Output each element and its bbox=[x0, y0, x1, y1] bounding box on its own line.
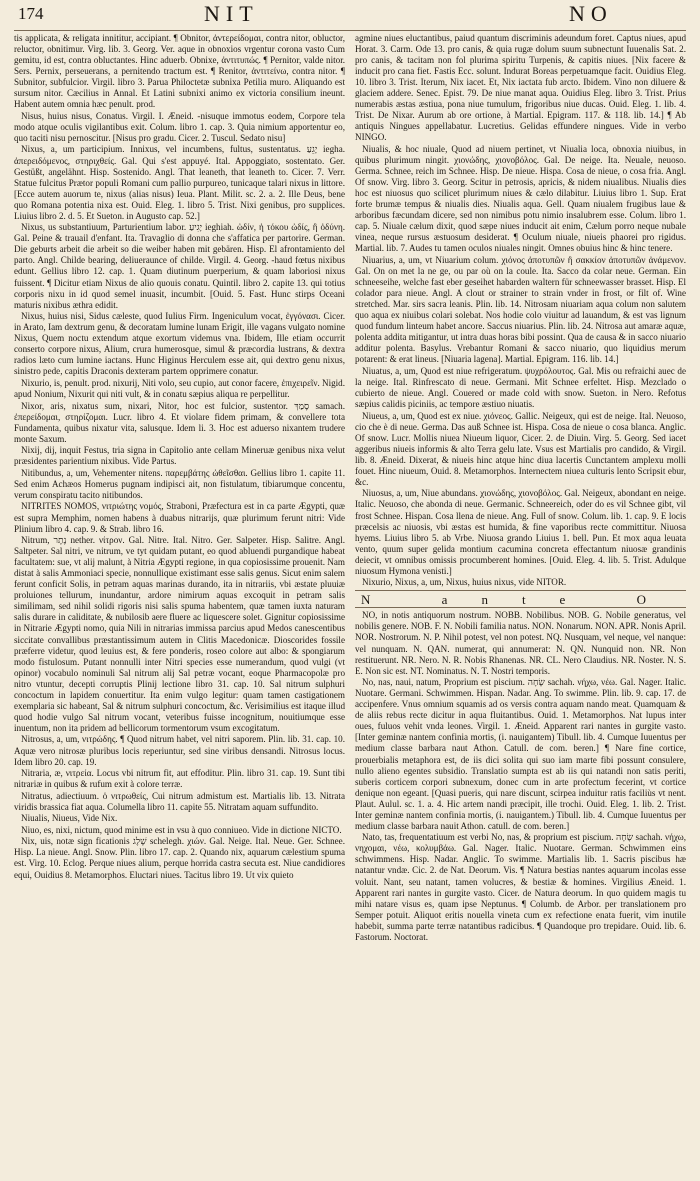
dictionary-entry: Niuatus, a, um, Quod est niue refrigeratum. ψυχρόλουτος. Gal. Mis ou refraichi auec de la neige. Ital. Rinfrescato di neue. Germani. Mit Schnee erfeltet. Hisp. Mezclado o cubierto de nieue. Angl. Couered or made cold with snow. Sueton. in Nero. Refotus sæpius calidis piciniis, ac tempore æstiuo niuatis. bbox=[355, 365, 686, 410]
dictionary-entry: Niuosus, a, um, Niue abundans. χιονώδης, χιονοβόλος. Gal. Neigeux, abondant en neige. Italic. Neuoso, che abonda di neue. Germanic. Schneereich, oder do es vil Schnee gibt, vil frost Schnee. Hispan. Cosa llena de nieue. Ang. Full of snow. Colum. lib. 1. cap. 9. E locis præcelsis ac niuosis, vbi æstas est humida, & fine vaporibus recte committitur. Niuosa hyems. Liuius libro 5. ab Vrbe. Niuosa grando Liuius 1. bell. Pun. Et mox aqua leuata vento, quum super gelida montium cacumina concreta effectantum niuosæ grandinis deiecit, vt omnibus omissis procumberent homines. [Ouid. Eleg. 4. lib. 5. Trist. Adulque niuosum Hymona venisti.] bbox=[355, 488, 686, 576]
dictionary-entry: Nixurio, Nixus, a, um, Nixus, huius nixus, vide NITOR. bbox=[362, 577, 567, 588]
dictionary-entry: NITRITES NOMOS, νιτριώτης νομός, Straboni, Præfectura est in ca parte Ægypti, quæ est supra Memphim, nomen habens à duabus nitrarijs, quæ plurimum ferunt nitri: Vide Plinium libro 4. cap. 9. & Strab. libro 16. bbox=[14, 501, 345, 534]
section-divider-bottom bbox=[355, 607, 686, 608]
dictionary-entry: Nitibundus, a, um, Vehementer nitens. παρεμβάτης ὠθεῖσθαι. Gellius libro 1. capite 11. Sed enim Achæos Homerus pugnam indipisci ait, non fistulatum, tibiarumque concentu, verum conspiratu tacito nitibundos. bbox=[14, 467, 345, 500]
dictionary-entry: Nixus, us substantiuum, Parturientium labor. יָגִיעַ ieghiah. ὠδίν, ἡ τόκου ὠδίς, ἢ ὀδύνη. Gal. Peine & trauail d'enfant. Ita. Travaglio di donna che s'affatica per partorire. German. Die geburts arbeit die arbeit so die weiber haben mit gebären. Hisp. El afrontamiento del parto. Angl. Childe bearing, deliueraunce of childe. Virgil. 4. Georg. -haud fœtus nixibus edunt. Gellius libro 12. cap. 1. Quam diutinum puerperium, & quam laboriosi nixus fuissent. ¶ Dicitur etiam Nixus de alio quouis conatu. Quintil. libro 2. capite 13. qui totius corporis nixu in id quod semel inuasit, incumbit. [Ouid. 5. Fast. Hunc stirps Oceani maturis nixibus æthra edidit. bbox=[14, 222, 345, 310]
dictionary-entry: Nisus, huius nisus, Conatus. Virgil. I. Æneid. -nisuque immotus eodem, Corpore tela modo atque oculis vigilantibus exit. Colum. libro 1. cap. 3. Quia nimium apportentur eo, quo taciti nisu pernoscitur. [Nisus pro gradu. Cicer. 2. Tuscul. Sedato nisu] bbox=[14, 110, 345, 143]
dictionary-entry: NO, in notis antiquorum nostrum. NOBB. Nobilibus. NOB. G. Nobile generatus, vel nobilis genere. NOB. F. N. Nobili familia natus. NON. Nonarum. NON. APR. Nonis April. NOR. Nostrorum. N. P. Nihil potest, vel non potest. NQ. Nusquam, vel neque, vel nanque: vel nunquam. N. QAN. numerat, qui annumerat: N. QN. Nunquid non. NR. Non restituerunt. NR. Nero. N. R. Nobis Rhanenas. NR. CL. Nero Claudius. NR. Noster. N. S. E. Non sic est. NT. Nominatus. N. T. Nostri temporis. bbox=[355, 610, 686, 676]
page-number: 174 bbox=[18, 4, 44, 23]
dictionary-entry: Niualis, & hoc niuale, Quod ad niuem pertinet, vt Niualia loca, obnoxia niuibus, in quibus plurimum ningit. χιονώδης, χιονοβόλος. Gal. De neige. Ita. Neuale, neuoso. Germa. Schnee, reich im Schnee. Hisp. De nieue. Hispa. Cosa de nieue, o cosa fria. Angl. Of snow. Virg. libro 3. Georg. Scitur in petrosis, apricis, & nidem niualibus. Niualis dies hoc est niuosus quo scilicet plurimum niues & cælo dilabitur. Liuius libro 1. Sup. Erat forte brumæ tempus & niualis dies. Niualis aqua. Gell. Quam niualem frugibus laue & arboribus fæcundam dicere, sed non nimibus potu nimio insalubrem esse. Colum. libro 1. cap. 5. Niuale cælum dixit, quod sæpe niues inducit ait enim, Cælum porro neque nubale vinea, neque rursus æstuosum desiderat. ¶ Oculum niuale, niueis phaorei pro rigidus. Martial. lib. 7. Audes tu tamen oculos niuales ningit. Omnes obuius hinc & hinc tenere. bbox=[355, 143, 686, 254]
dictionary-entry: Nitraria, æ, νιτρεία. Locus vbi nitrum fit, aut effoditur. Plin. libro 31. cap. 19. Sunt tibi nitrariæ in quibus & rufum exit à colore terræ. bbox=[14, 768, 345, 790]
dictionary-entry: Nix, uis, notæ sign ficationis שֶׁלֶג schelegh. χιών. Gal. Neige. Ital. Neue. Ger. Schnee. Hisp. La nieue. Angl. Snow. Plin. libro 17. cap. 2. Quando nix, aquarum cælestium spuma est. Virg. 10. Eclog. Perque niues alium, perque horrida castra secuta est. Niue candidiores equi, Ouidius 8. Metamorphos. Eluctari niues. Tacitus libro 19. Ut vix quieto bbox=[14, 836, 345, 880]
dictionary-entry: Nitrosus, a, um, νιτρώδης. ¶ Quod nitrum habet, vel nitri saporem. Plin. lib. 31. cap. 10. Aquæ vero nitrosæ pluribus locis reperiuntur, sed sine viribus densandi. Nitrosus locus. Idem libro 20. cap. 19. bbox=[14, 734, 345, 767]
dictionary-entry: Nitrum, נֶתֶר nether. νίτρον. Gal. Nitre. Ital. Nitro. Ger. Salpeter. Hisp. Salitre. Angl. Saltpeter. Sal nitri, ve nitrum, ve tyt quidam putant, eo quod abluendi purgandique habeat facultatem: sue, vt alij malunt, à Nitria Ægypti regione, in qua copiosissime prouenit. Nam distat à salis Ammoniaci specie, nonnullique existimant esse salis genus. Sicut enim salem ferunt conficit Solis, in petram aquas marinas durando, ita in nitrariis, vbi æstate pluuiæ proluiones tellurum, inundantur, ardore nimirum aquas excoquit in petram salis similimam, sed nihil solidi rigoris nisi salis spuma habentem, quæ tamen iuxta naturam salis durare in caliditate, & nubilosib aere fluere ac liquescere solet. Gignitur copiosissime in Nitrarie Ægypti nomo, quia Nili in nitrarias immissa parcius apud Medos canescentibus siccitate convallibus præstantissimum autem in Clitis Macedonicæ. Dioscorides fossile præferre videtur, quod leuius est, & fere ponderis, roseo colore aut albo: & spongiarum modo fistulosum. Putant nonnulli inter Nitri species esse numerandum, quod vulgi (vt opinor) vocabulo nominuli Sal nitrum alij Sal petræ vocant, eoque Pharmacopolæ pro nitro vtuntur, decepti corruptis Plinij lectione libro 31. cap. 10. Sal nitrum sulphuri concoctum in lapidem conuertitur. Ita enim vulgo legitur: quam tamen castigationem exemplaria sic habeant, Sal & nitrum sulphuri concoctum, &c. Verisimilius est itaque illud quod hodie vulgo Sal nitrum vocant, veteribus fuisse incognitum, nouitiumque esse inuentum, non ita pridem ad bellicorum tormentorum vsum excogitatum. bbox=[14, 535, 345, 733]
running-head-right: NO bbox=[569, 1, 613, 26]
dictionary-entry: No, nas, naui, natum, Proprium est piscium. שָׂחָה sachah. νήχω, νέω. Gal. Nager. Italic. Nuotare. Germani. Schwimmen. Hispan. Nadar. Ang. To swimme. Plin. lib. 9. cap. 17. de accipenfere. Vnus omnium squamis ad os versis contra aquam nando meat. Quamquam & de aliis rebus recte dicitur in aqua fluitantibus. Ouid. 1. Metamorphos. Nat lupus inter oues, fuluos vehit vnda leones. Virgil. 1. Æneid. Apparent rari nantes in gurgite vasto. [Inter geminæ nantem confinia mortis, (i. nauigantem) Tibull. lib. 4. Cumque Iuuentus per medium classe barbara naut Athon. Catull. de com. beren.] ¶ Nare fine cortice, prouerbialis metaphora est, de iis dici solita qui suo iam marte fibi possunt consulere, nullo alieno egentes subsidio. Translatio sumpta est ab iis qui natandi non satis periti, suberis corticem corpori subnexum, donec cum in arte profectum fecerint, vt cortice denique non egeant. [Quasi pueris, qui nare discunt, scirpea induitur ratis faciliùs vt nent. Plaut. Aulul. sc. 1. a. 4. Hic artem nandi præcipit, ille trochi. Ouid. Eleg. 1. lib. 2. Trist. Inter geminæ nantem confinia mortis, (i. nauigantem.) Tibull. lib. 4. Cumque Iuuentus per medium classe barbara nauit Athon. catull. de com. beren.] bbox=[355, 677, 686, 831]
right-column-entries-no bbox=[355, 610, 686, 942]
dictionary-entry: agmine niues eluctantibus, paiud quantum discriminis adeundum foret. Captus niues, apud Horat. 3. Carm. Ode 13. pro canis, & quia rugæ dolum suum subnectunt Iuuenalis Sat. 2. pro canis, & tacitam non fol plurima spiritu Turpenis, & capitis niues. [Nix facere & inducit pro cana fiet. Fastis Ecc. solunt. Indurat Boreas perpetuamque facit. Ouidius Eleg. 10. libro 3. Trist. Iterum, Nix iacet. Et, Nix iactata fub arcto. Ibidem. Vino non diluere & glaciem addere. Senec. Epist. 79. De niue manat aqua. Ouidius Eleg. libro 3. Trist. Prius numerabis æstas æstiua, pona niue tumulum, frigoribus niue ducas. Ouid. Eleg. 1. lib. 4. Trist. De Nixar. Aurum ab ore ortione, à Martial. Epigram. 117. & 118. lib. 14.] ¶ Ab antiquis Ningues appellabatur. Lucretius. Gelidas effundere ningues. Vide in verbo NINGO. bbox=[355, 33, 686, 143]
dictionary-entry: Nato, tas, frequentatiuum est verbi No, nas, & proprium est piscium. שָׂחָה sachah. νήχω, νηχομαι, νέω, κολυμβάω. Gal. Nager. Italic. Nuotare. German. Schwimmen eins schwimmens. Hisp. Nadar. Anglic. To swimme. Martialis lib. 1. Sacris piscibus hæ natantur vndæ. Cic. 2. de Nat. Deorum. Vis. ¶ Natura bestias nantes aquarum incolas esse voluit. Nant, seu natant, tamen volucres, & bestiæ & homines. Virgilius Æneid. 1. Apparent rari nantes in gurgite vasto. Cicer. de Natura deorum. In quo quidem magis tu mihi natare visus es, quam ipse Neptunus. ¶ Columb. de Arbor. per translationem pro Semper potuit. Aliquot eritis nouella vineta cum ex refectione enata fuerit, vim inutile habebit, summa parte terræ natantibus radicibus. ¶ Quandoque pro trepidare. Ouid. lib. 6. Fastorum. Noctorat. bbox=[355, 832, 686, 942]
dictionary-entry: Nixus, huius nisi, Sidus cæleste, quod Iulius Firm. Ingeniculum vocat, ἐγγόνασι. Cicer. in Arato, Iam dextrum genu, & decoratam lumine lunam Erigit, ille vagans vulgato nomine Nixus, Quem noctu extendum atque exortum videmus vna. Ibidem, Ille etiam occurrit conserto corpore nixus, Alium, crura humerosque, simul & præcordia lustrans, & dextra radios læto cum lumine iactans. Hunc Higinus Herculem esse ait, qui dextro genu nixus, sinistro pede, capitis Draconis dexteram partem opprimere conatur. bbox=[14, 311, 345, 377]
dictionary-entry: Niuarius, a, um, vt Niuarium colum. χιόνος ἀποτυπῶν ἢ σακκίον ἀποτυπῶν ἀνάμενον. Gal. On on met la ne ge, ou par où on la coule. Ita. Sacco da colar neue. German. Ein schneeseihe, welche fast eber geseihet habarden waltern für schneewasser brasset. Hisp. El colador para nieue. Angl. A clout or strainer to strain vnder in frost, or filt of. Wine stretched. Mar. sirs sacra leanis. Plin. lib. 14. Nitrosam niuariam aqua colum non salutem quo aqua ex niuibus colari solebat. Nos hodie colo viuitur ad lauandum, & est vas lignum quod fundum linteum habet ancore. Saccus niuarius. Plin. lib. 24. Nitrosa aut amaræ aquæ, polenta addita mitigantur, ut intra duas horas bibi possint. Qua de causa & in sacco niuario additur polenta. Basylus. Vrebantur Romani & sacco niuario, quo liquidius merum potarent: & erat lineus. [Niuaria lagena]. Martial. Epigram. 116. lib. 14.] bbox=[355, 254, 686, 365]
dictionary-entry: Nitratus, adiectiuum. ὁ νιτρωθείς, Cui nitrum admistum est. Martialis lib. 13. Nitrata viridis brassica fiat aqua. Columella libro 11. capite 55. Nitratam aquam suffundito. bbox=[14, 790, 345, 812]
section-heading: N ante O bbox=[361, 592, 680, 608]
left-column bbox=[14, 33, 345, 1179]
dictionary-entry: Niualis, Niueus, Vide Nix. bbox=[21, 813, 118, 824]
dictionary-entry: Nixurio, is, penult. prod. nixurij, Niti volo, seu cupio, aut conor facere, ἐπιχειρεῖν. Nigid. apud Nonium, Nixurit qui niti vult, & in conatu sæpius aliqua re perpellitur. bbox=[14, 377, 345, 399]
dictionary-entry: Nixor, aris, nixatus sum, nixari, Nitor, hoc est fulcior, sustentor. סָמַךְ samach. ἐπερείδομαι, στηρίζομαι. Lucr. libro 4. Et violare fidem primam, & convellere tota Fundamenta, quibus nixatur vita, salusque. Idem li. 3. Hoc est aduerso nixantem trudere monte Saxum. bbox=[14, 400, 345, 444]
dictionary-entry: Niueus, a, um, Quod est ex niue. χιόνεος. Gallic. Neigeux, qui est de neige. Ital. Neuoso, cio che è di neue. Germa. Das auß Schnee ist. Hispa. Cosa de nieue o cosa blanca. Anglic. Of snow. Lucr. Mollis niuea Niueum liquor, Cicer. 2. de Diuin. Virg. 5. Georg. Sed iacet aggeribus niueis informis & alto Terra gelu late. Vsus est Martialis pro candido, & Virgil. lib. 8. Æneid. Dixerat, & niueis hinc atque hinc diua lacertis Cunctantem amplexu molli fouet. Hinc niueum, Ouid. 8. Metamorphos. Internectem niuea culturis lento Scripsit ebur, &c. bbox=[355, 410, 686, 487]
section-divider-top bbox=[355, 590, 686, 591]
running-head-left: NIT bbox=[204, 1, 259, 26]
text-columns bbox=[14, 31, 686, 1179]
dictionary-entry: Niuo, es, nixi, nictum, quod minime est in vsu à quo conniueo. Vide in dictione NICTO. bbox=[21, 824, 342, 835]
dictionary-entry: Nixus, a, um participium. Innixus, vel incumbens, fultus, sustentatus. יָגֵעַ iegha. ἀπερειδόμενος, στηριχθείς. Gal. Qui s'est appuyé. Ital. Appoggiato, sostentato. Ger. Gestüßt, angelähnt. Hisp. Sostenido. Angl. That leaneth, that leaneth to. Cicer. 7. Verr. Statue fulcitus Prætor populi Romani cum pallio purpureo, tunicaque talari nixus in littore. [Ecce autem auorum te, nixus (alias nisus) Ieua. Plant. Milit. sc. 2. a. 2. Ille Deus, bene quo Romana potentia nixa est. Ouid. Eleg. 1. libro 5. Trist. Nixi genibus, pro supplices. Liuius libro 2. d. 5. Et Sueton. in Augusto cap. 52.] bbox=[14, 144, 345, 221]
dictionary-entry: Nixij, dij, inquit Festus, tria signa in Capitolio ante cellam Mineruæ genibus nixa velut præsidentes parientium nixibus. Vide Partus. bbox=[14, 445, 345, 467]
running-header bbox=[14, 0, 686, 31]
dictionary-entry: tis applicata, & religata innititur, accipiant. ¶ Obnitor, ἀντερείδομαι, contra nitor, obluctor, reluctor, obnitimur. Virg. lib. 3. Georg. Ver. aque in obnoxios vrgentur corona vasto Cum gemitu, id est, contra obluctantes. Hinc aduerb. Obnixe, ἀντιτυπώς. ¶ Pernitor, valde nitor. Sers. Pernix, perseuerans, a pernitendo tractum est. ¶ Renitor, ἀντιτείνω, contra nitor. ¶ Subnitor, subfulcior. Virgil. libro 3. Parua Philoctetæ subnixa Petilia muro. Aliquando est sursum nitor. Cæcilius in Annal. Et Latini subnixi animo ex victoria consilium ineunt. Habent autem omnia hæc penult. prod. bbox=[14, 33, 345, 110]
right-column-entries-nit bbox=[355, 33, 686, 588]
right-column bbox=[355, 33, 686, 1179]
